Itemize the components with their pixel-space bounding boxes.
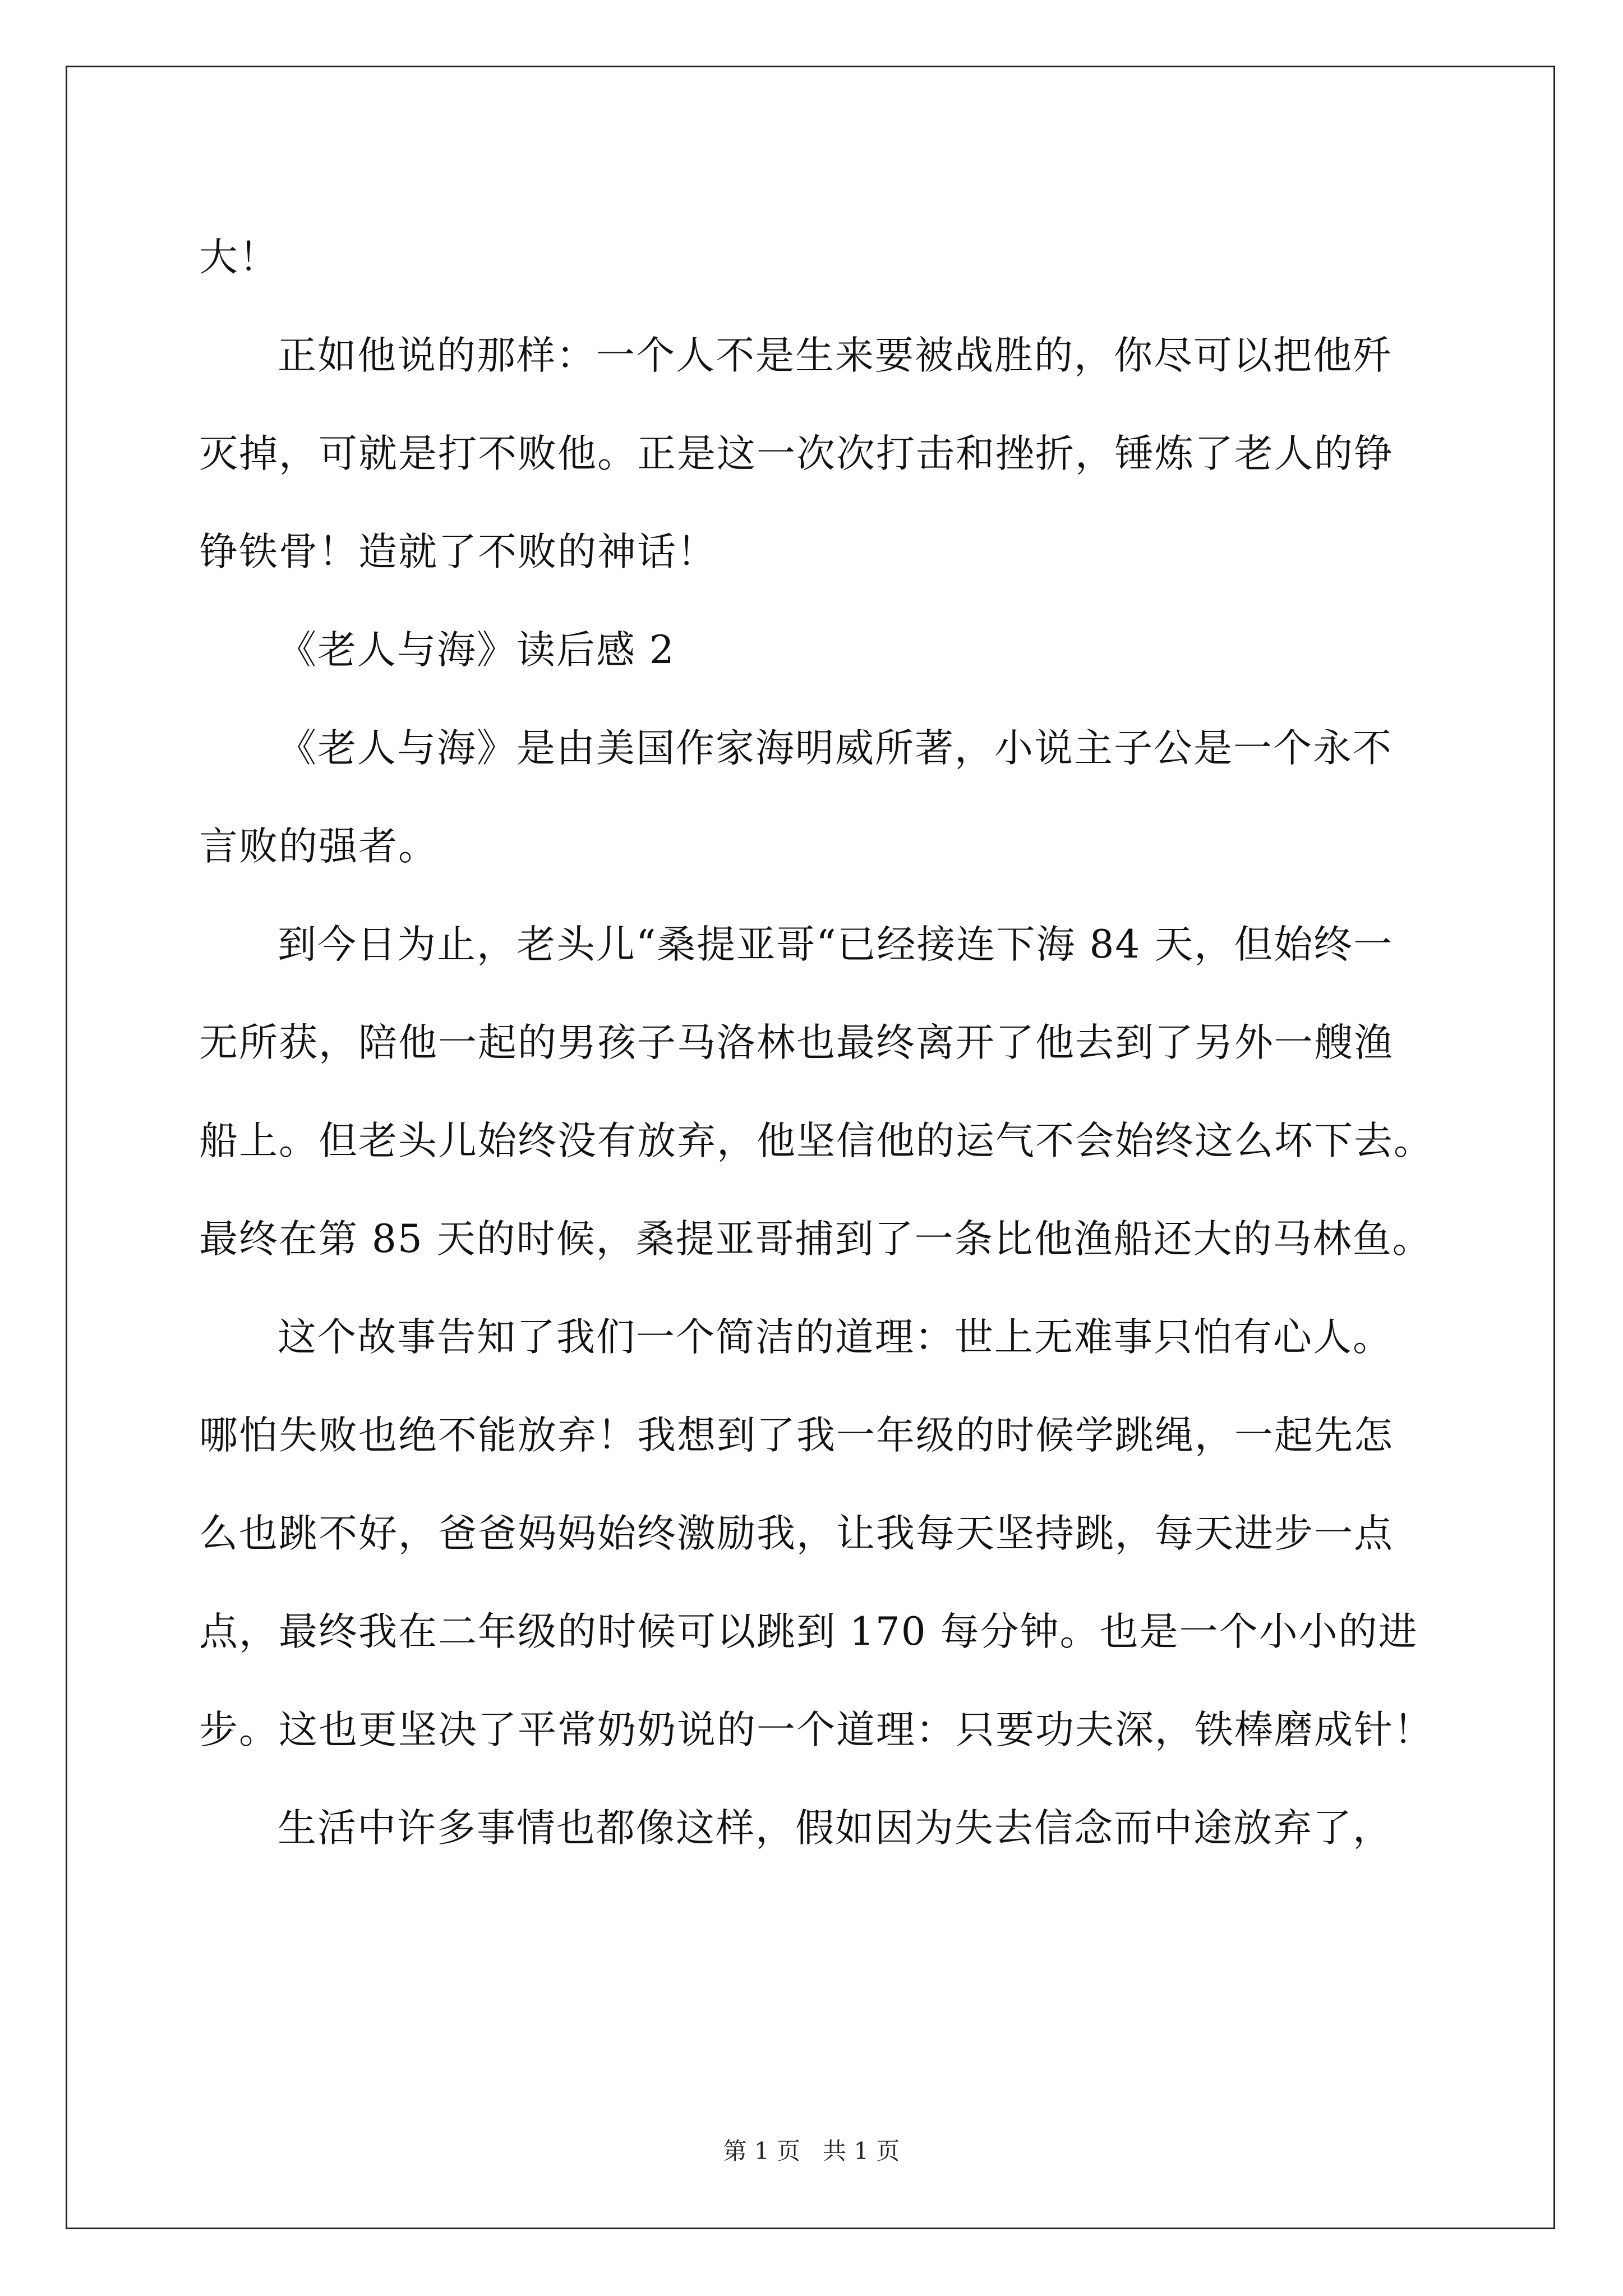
text-line: 言败的强者。 <box>199 824 438 869</box>
text-line: 无所获，陪他一起的男孩子马洛林也最终离开了他去到了另外一艘渔 <box>199 1020 1394 1065</box>
page-footer <box>0 2134 1623 2168</box>
text-line: 船上。但老头儿始终没有放弃，他坚信他的运气不会始终这么坏下去。 <box>199 1119 1433 1163</box>
text-line: 生活中许多事情也都像这样，假如因为失去信念而中途放弃了， <box>278 1806 1393 1851</box>
text-line: 到今日为止，老头儿“桑提亚哥“已经接连下海 84 天，但始终一 <box>278 922 1394 967</box>
document-body <box>199 209 1433 1878</box>
page-total: 共 1 页 <box>823 2137 900 2165</box>
text-line: 灭掉，可就是打不败他。正是这一次次打击和挫折，锤炼了老人的铮 <box>199 431 1394 476</box>
text-line: 哪怕失败也绝不能放弃！我想到了我一年级的时候学跳绳，一起先怎 <box>199 1413 1394 1458</box>
section-heading: 《老人与海》读后感 2 <box>278 628 675 673</box>
text-line: 步。这也更坚决了平常奶奶说的一个道理：只要功夫深，铁棒磨成针！ <box>199 1708 1433 1752</box>
text-line: 么也跳不好，爸爸妈妈始终激励我，让我每天坚持跳，每天进步一点 <box>199 1511 1394 1556</box>
text-line: 点，最终我在二年级的时候可以跳到 170 每分钟。也是一个小小的进 <box>199 1609 1418 1654</box>
text-line: 正如他说的那样：一个人不是生来要被战胜的，你尽可以把他歼 <box>278 333 1393 378</box>
text-line: 最终在第 85 天的时候，桑提亚哥捕到了一条比他渔船还大的马林鱼。 <box>199 1217 1432 1262</box>
text-line: 《老人与海》是由美国作家海明威所著，小说主子公是一个永不 <box>278 726 1393 771</box>
page-number: 第 1 页 <box>723 2137 800 2165</box>
text-line: 大！ <box>199 235 279 280</box>
text-line: 铮铁骨！造就了不败的神话！ <box>199 530 717 574</box>
text-line: 这个故事告知了我们一个简洁的道理：世上无难事只怕有心人。 <box>278 1315 1393 1360</box>
